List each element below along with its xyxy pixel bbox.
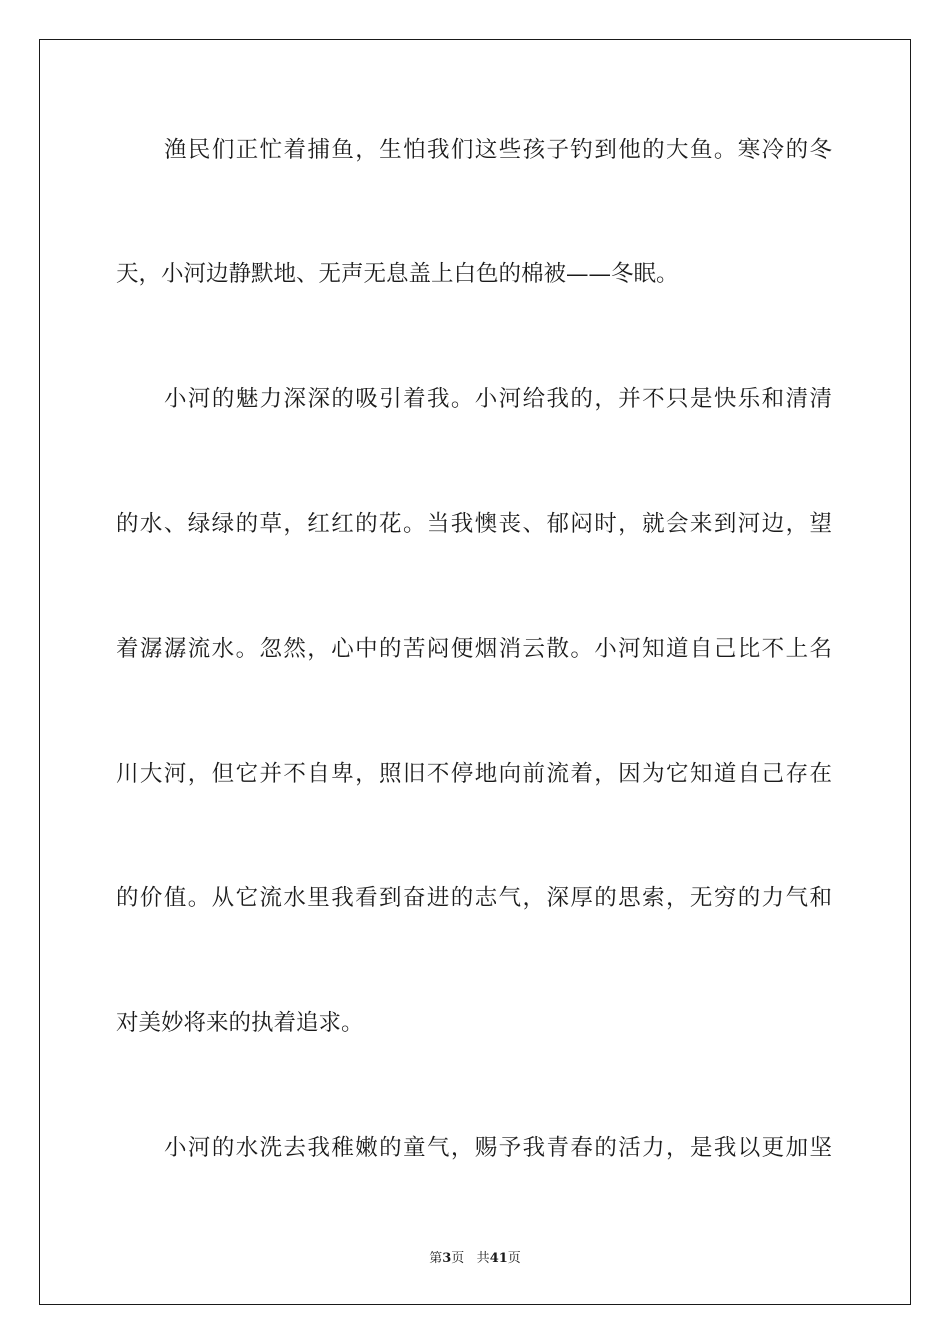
page-suffix: 页 bbox=[451, 1251, 465, 1266]
page-border bbox=[39, 39, 911, 1305]
paragraph-line: 的水、绿绿的草，红红的花。当我懊丧、郁闷时，就会来到河边，望 bbox=[116, 511, 832, 537]
paragraph-line: 对美妙将来的执着追求。 bbox=[116, 1010, 364, 1036]
paragraph-line: 小河的魅力深深的吸引着我。小河给我的，并不只是快乐和清清 bbox=[164, 386, 832, 412]
total-pages: 41 bbox=[489, 1251, 508, 1266]
paragraph-line: 川大河，但它并不自卑，照旧不停地向前流着，因为它知道自己存在 bbox=[116, 761, 832, 787]
paragraph-line: 天，小河边静默地、无声无息盖上白色的棉被——冬眠。 bbox=[116, 261, 679, 287]
total-prefix: 共 bbox=[476, 1251, 490, 1266]
paragraph-line: 小河的水洗去我稚嫩的童气，赐予我青春的活力，是我以更加坚 bbox=[164, 1135, 832, 1161]
paragraph-line: 着潺潺流水。忽然，心中的苦闷便烟消云散。小河知道自己比不上名 bbox=[116, 636, 832, 662]
paragraph-line: 渔民们正忙着捕鱼，生怕我们这些孩子钓到他的大鱼。寒冷的冬 bbox=[164, 137, 832, 163]
page-number: 3 bbox=[442, 1251, 452, 1266]
page-footer bbox=[0, 1247, 950, 1266]
total-suffix: 页 bbox=[507, 1251, 521, 1266]
paragraph-line: 的价值。从它流水里我看到奋进的志气，深厚的思索，无穷的力气和 bbox=[116, 885, 832, 911]
page-prefix: 第 bbox=[429, 1251, 443, 1266]
